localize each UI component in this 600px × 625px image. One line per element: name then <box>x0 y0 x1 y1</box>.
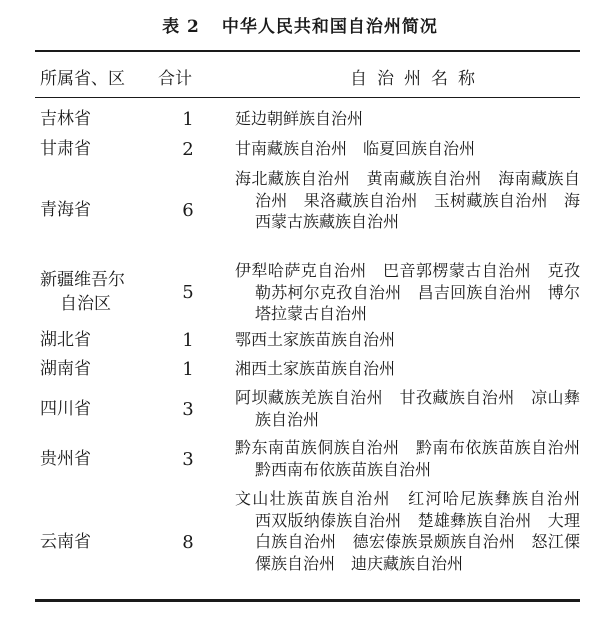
names-text: 伊犁哈萨克自治州 巴音郭楞蒙古自治州 克孜勒苏柯尔克孜自治州 昌吉回族自治州 博尔塔拉蒙古自治州 <box>235 261 580 323</box>
table-row <box>35 104 580 134</box>
count-cell: 8 <box>182 531 194 553</box>
province-cell <box>40 134 158 164</box>
header-province: 所属省、区 <box>40 69 125 89</box>
province-cell <box>40 436 158 482</box>
count-cell: 1 <box>182 358 194 380</box>
count-cell: 2 <box>182 138 194 160</box>
names-text: 鄂西土家族苗族自治州 <box>235 330 396 349</box>
province-cell <box>40 488 158 596</box>
names-cell <box>235 358 580 380</box>
names-cell <box>235 138 580 160</box>
province-name: 湖北省 <box>40 330 91 350</box>
names-cell <box>235 168 580 233</box>
count-cell: 1 <box>182 329 194 351</box>
province-name: 云南省 <box>40 532 91 552</box>
table-row <box>35 258 580 326</box>
table-row <box>35 354 580 384</box>
province-name: 甘肃省 <box>40 139 91 159</box>
header-names: 自治州名称 <box>350 69 485 89</box>
bottom-rule <box>35 599 580 602</box>
names-text: 文山壮族苗族自治州 红河哈尼族彝族自治州 西双版纳傣族自治州 楚雄彝族自治州 大理白族自治州 德宏傣族景颇族自治州 怒江傈僳族自治州 迪庆藏族自治州 <box>235 489 597 573</box>
table-row <box>35 166 580 254</box>
header-rule <box>35 97 580 98</box>
table-row <box>35 386 580 432</box>
province-cell <box>40 326 158 354</box>
header-count: 合计 <box>158 69 192 89</box>
province-name: 吉林省 <box>40 109 91 129</box>
table-title: 中华人民共和国自治州简况 <box>221 17 438 37</box>
province-name: 贵州省 <box>40 449 91 469</box>
table-row <box>35 488 597 596</box>
province-name: 湖南省 <box>40 359 91 379</box>
province-cell <box>40 386 158 432</box>
province-cell <box>40 104 158 134</box>
table-row <box>35 326 580 354</box>
names-cell <box>235 437 597 480</box>
count-cell: 5 <box>182 281 194 303</box>
province-cell <box>40 258 158 326</box>
province-cell <box>40 166 158 254</box>
province-name-line1: 新疆维吾尔 <box>40 270 125 290</box>
province-name: 四川省 <box>40 399 91 419</box>
names-cell <box>235 108 580 130</box>
table-caption <box>0 12 600 37</box>
names-text: 海北藏族自治州 黄南藏族自治州 海南藏族自治州 果洛藏族自治州 玉树藏族自治州 海西蒙古族藏族自治州 <box>235 169 580 231</box>
table-number: 表 2 <box>162 17 200 37</box>
table-row <box>35 134 580 164</box>
table-row <box>35 436 597 482</box>
names-cell <box>235 329 580 351</box>
province-name-line2: 自治区 <box>60 294 111 314</box>
count-cell: 3 <box>182 448 194 470</box>
names-text: 延边朝鲜族自治州 <box>235 109 364 128</box>
count-cell: 6 <box>182 199 194 221</box>
top-rule <box>35 50 580 52</box>
names-text: 阿坝藏族羌族自治州 甘孜藏族自治州 凉山彝族自治州 <box>235 388 580 429</box>
count-cell: 1 <box>182 108 194 130</box>
names-text: 湘西土家族苗族自治州 <box>235 359 396 378</box>
names-text: 黔东南苗族侗族自治州 黔南布依族苗族自治州 黔西南布依族苗族自治州 <box>235 438 597 479</box>
names-cell <box>235 387 580 430</box>
names-cell <box>235 260 580 325</box>
province-cell <box>40 354 158 384</box>
count-cell: 3 <box>182 398 194 420</box>
names-text: 甘南藏族自治州 临夏回族自治州 <box>235 139 476 158</box>
names-cell <box>235 488 597 574</box>
province-name: 青海省 <box>40 200 91 220</box>
